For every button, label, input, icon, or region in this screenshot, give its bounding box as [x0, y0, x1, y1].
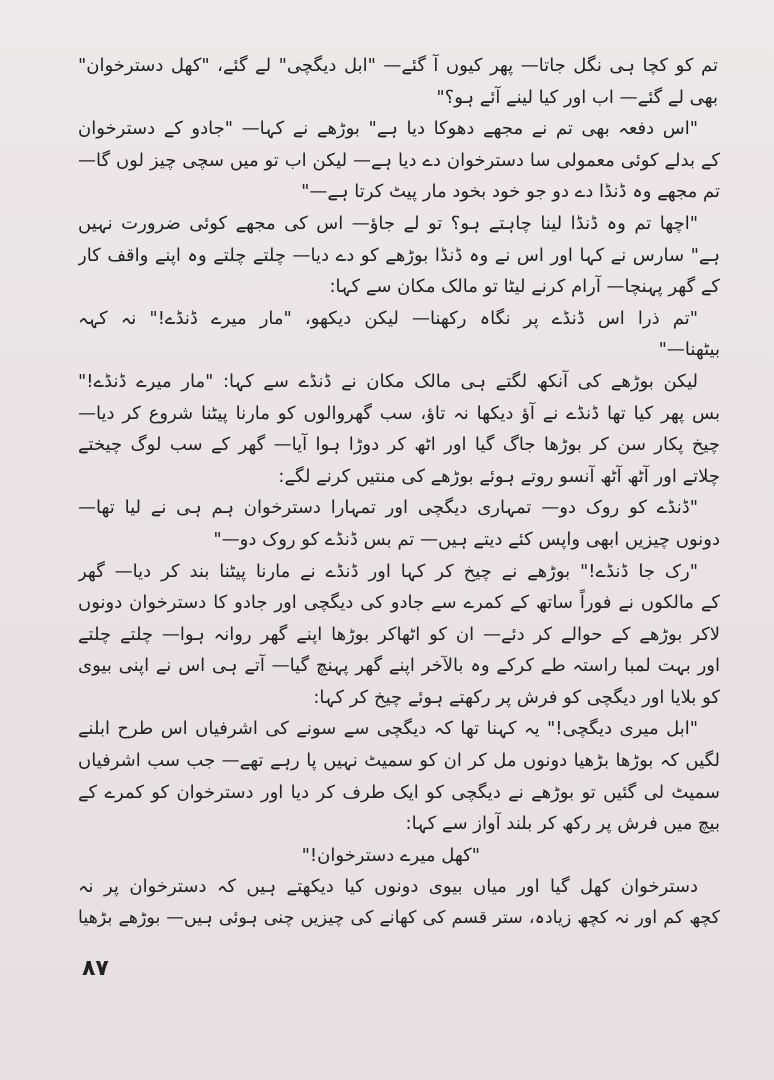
text-line: "کھل میرے دسترخوان!" — [301, 844, 480, 866]
text-line: "ابل میری دیگچی!" یہ کہنا تھا کہ دیگچی سے سونے کی اشرفیاں اس طرح ابلنے — [78, 718, 698, 740]
text-line: دونوں چیزیں ابھی واپس کئے دیتے ہیں— تم بس ڈنڈے کو روک دو—" — [213, 528, 720, 550]
page-number: ۸۷ — [82, 956, 109, 981]
text-line: "ڈنڈے کو روک دو— تمہاری دیگچی اور تمہارا دسترخوان ہم ہی نے لیا تھا— — [78, 497, 698, 519]
text-line: لاکر بوڑھے کے حوالے کر دئے— ان کو اٹھاکر بوڑھا اپنے گھر روانہ ہوا— چلتے چلتے — [78, 623, 720, 645]
text-line: تم مجھے وہ ڈنڈا دے دو جو خود بخود مار پیٹ کرتا ہے—" — [301, 181, 720, 203]
text-line: "اس دفعہ بھی تم نے مجھے دھوکا دیا ہے" بوڑھے نے کہا— "جادو کے دسترخوان — [78, 118, 698, 140]
text-line: ہے" سارس نے کہا اور اس نے وہ ڈنڈا بوڑھے کو دے دیا— چلتے چلتے وہ اپنے واقف کار — [78, 244, 720, 266]
text-line: کے گھر پہنچا— آرام کرنے لیٹا تو مالک مکان سے کہا: — [329, 276, 720, 298]
text-line: کے مالکوں نے فوراً ساتھ کے کمرے سے جادو کی دیگچی اور جادو کا دسترخوان دونوں — [78, 592, 720, 614]
text-line: بیٹھنا—" — [658, 339, 720, 361]
text-line: کچھ کم اور نہ کچھ زیادہ، ستر قسم کی کھانے کی چیزیں چنی ہوئی ہیں— بوڑھے بڑھیا — [78, 908, 720, 929]
text-line: لیکن بوڑھے کی آنکھ لگتے ہی مالک مکان نے ڈنڈے سے کہا: "مار میرے ڈنڈے!" — [78, 370, 698, 392]
text-line: دسترخوان کھل گیا اور میاں بیوی دونوں کیا دیکھتے ہیں کہ دسترخوان پر نہ — [78, 876, 698, 898]
text-line: "رک جا ڈنڈے!" بوڑھے نے چیخ کر کہا اور ڈنڈے نے مارنا پیٹنا بند کر دیا— گھر — [78, 560, 698, 582]
text-line: بیچ میں فرش پر رکھ کر بلند آواز سے کہا: — [405, 813, 720, 835]
text-line: سمیٹ لی گئیں تو بوڑھے نے دیگچی کو ایک طرف کر دیا اور دسترخوان کو کمرے کے — [78, 781, 720, 803]
text-line: چلاتے اور آٹھ آٹھ آنسو روتے ہوئے بوڑھے کی منتیں کرنے لگے: — [278, 465, 720, 487]
text-line: "اچھا تم وہ ڈنڈا لینا چاہتے ہو؟ تو لے جاؤ— اس کی مجھے کوئی ضرورت نہیں — [78, 212, 698, 234]
text-line: کو بلایا اور دیگچی کو فرش پر رکھتے ہوئے چیخ کر کہا: — [313, 686, 720, 708]
text-line: کے بدلے کوئی معمولی سا دسترخوان دے دیا ہے— لیکن اب تو میں سچی چیز لوں گا— — [78, 149, 720, 171]
text-line: تم کو کچا ہی نگل جاتا— پھر کیوں آ گئے— "ابل دیگچی" لے گئے، "کھل دسترخوان" — [78, 55, 718, 76]
text-line: چیخ پکار سن کر بوڑھا جاگ گیا اور اٹھ کر دوڑا ہوا آیا— گھر کے سب لوگ چیختے — [78, 434, 720, 456]
text-line: "تم ذرا اس ڈنڈے پر نگاہ رکھنا— لیکن دیکھو، "مار میرے ڈنڈے!" نہ کہہ — [78, 307, 698, 329]
text-line: بس پھر کیا تھا ڈنڈے نے آؤ دیکھا نہ تاؤ، سب گھروالوں کو مارنا پیٹنا شروع کر دیا— — [78, 402, 720, 424]
text-line: بھی لے گئے— اب اور کیا لینے آئے ہو؟" — [436, 86, 718, 108]
text-line: لگیں کہ بوڑھا بڑھیا دونوں مل کر ان کو سمیٹ نہیں پا رہے تھے— جب سب اشرفیاں — [78, 750, 720, 772]
page-text — [78, 50, 720, 935]
text-line: اور بہت لمبا راستہ طے کرکے وہ بالآخر اپنے گھر پہنچ گیا— آتے ہی اس نے اپنی بیوی — [78, 655, 720, 677]
